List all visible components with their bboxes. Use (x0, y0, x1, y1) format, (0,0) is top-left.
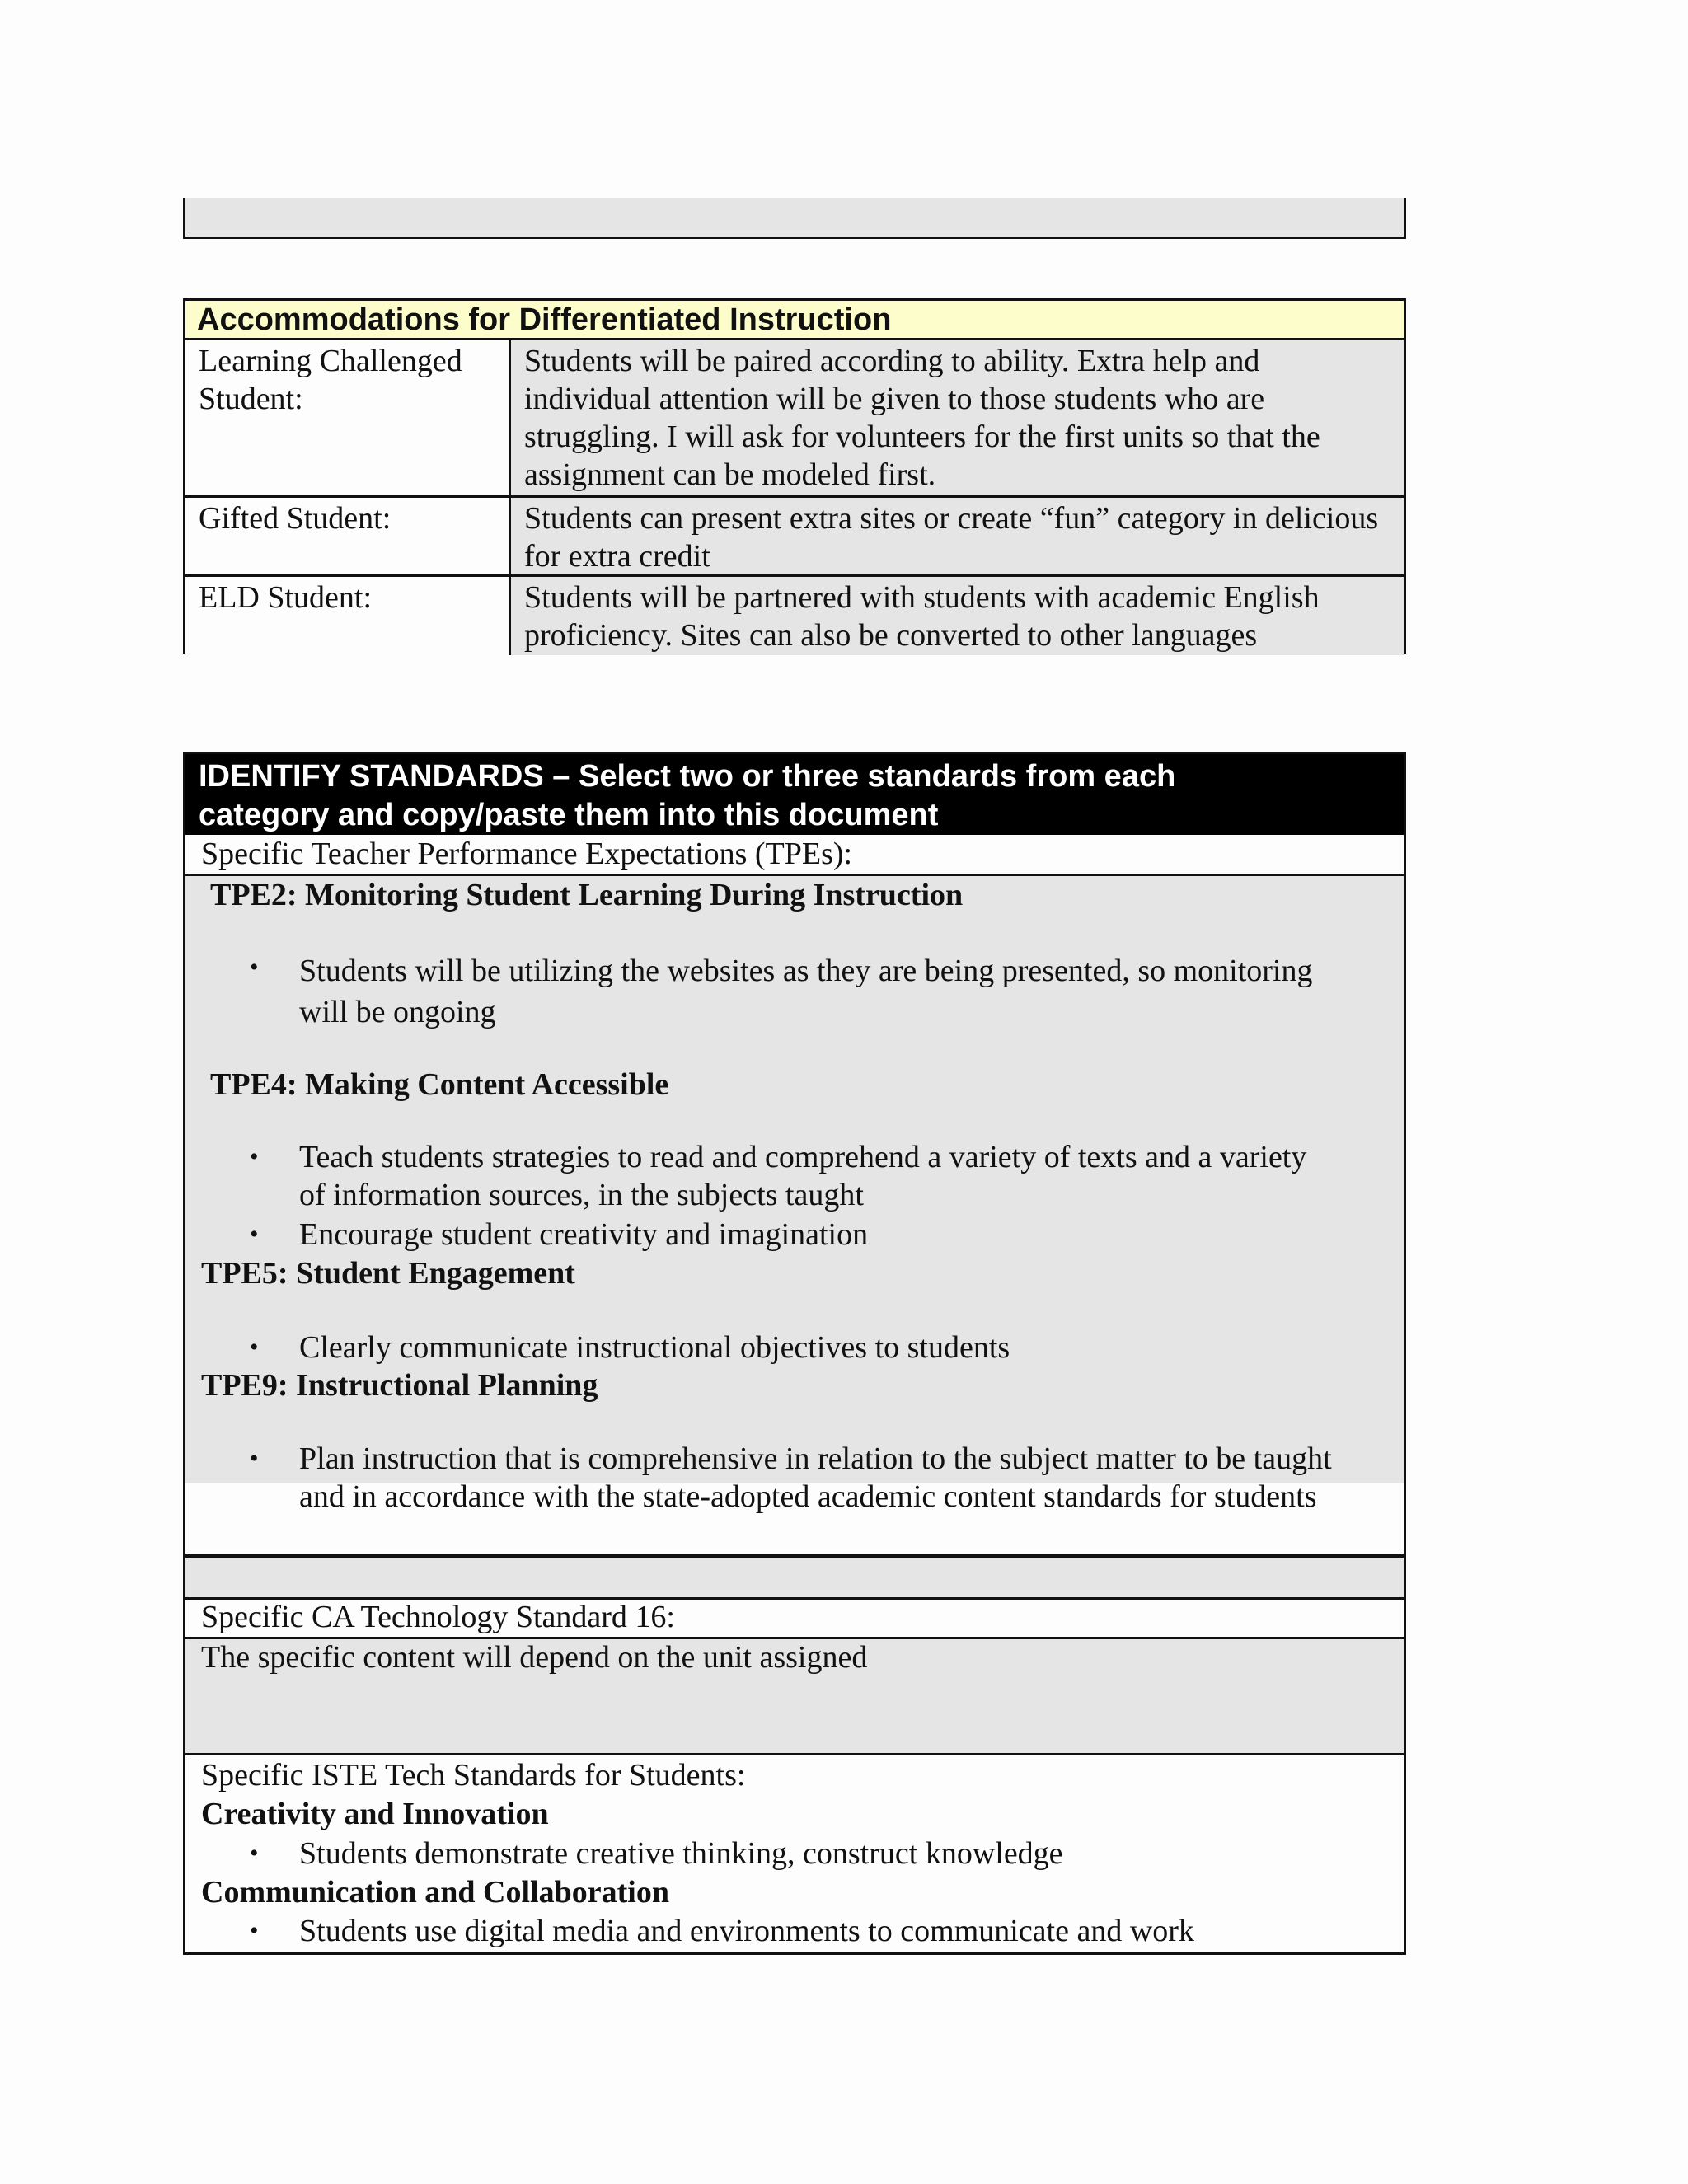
tpe2-heading: TPE2: Monitoring Student Learning During Instruction (210, 878, 964, 912)
row-text: Students will be paired according to ability. Extra help and individual attention will be given to those students who are struggling. I will ask for volunteers for the first units so that the assignment can be modeled first. (511, 340, 1404, 495)
tpe4-bullet2: Encourage student creativity and imagination (299, 1217, 869, 1252)
previous-table-fragment (183, 198, 1406, 239)
standards-title-line1: IDENTIFY STANDARDS – Select two or three standards from each (199, 759, 1176, 794)
tpe-label: Specific Teacher Performance Expectations (TPEs): (201, 837, 853, 871)
ca-text: The specific content will depend on the unit assigned (201, 1640, 868, 1675)
accommodations-title: Accommodations for Differentiated Instruction (185, 301, 1404, 340)
table-row (185, 340, 1404, 498)
tpe2-bullet-line1: Students will be utilizing the websites as they are being presented, so monitoring (299, 954, 1313, 988)
tpe9-heading: TPE9: Instructional Planning (201, 1368, 598, 1403)
standards-table (183, 752, 1406, 1955)
iste-bullet-communication: Students use digital media and environments to communicate and work (299, 1914, 1194, 1948)
bullet-icon: • (250, 1917, 259, 1944)
empty-row (185, 1558, 1404, 1597)
bullet-icon: • (250, 1333, 259, 1361)
bullet-icon: • (250, 1221, 259, 1248)
iste-heading-creativity: Creativity and Innovation (201, 1797, 549, 1831)
tpe4-heading: TPE4: Making Content Accessible (210, 1067, 669, 1102)
row-label: Learning Challenged Student: (185, 340, 511, 495)
standards-title (185, 754, 1404, 835)
bullet-icon: • (250, 1143, 259, 1170)
table-row (185, 498, 1404, 577)
standards-title-line2: category and copy/paste them into this document (199, 798, 939, 832)
bullet-icon: • (250, 954, 259, 981)
ca-label: Specific CA Technology Standard 16: (201, 1600, 675, 1634)
row-text: Students can present extra sites or create “fun” category in delicious for extra credit (511, 498, 1404, 574)
iste-heading-communication: Communication and Collaboration (201, 1875, 669, 1910)
divider (185, 1753, 1404, 1755)
iste-bullet-creativity: Students demonstrate creative thinking, construct knowledge (299, 1836, 1063, 1871)
table-row (185, 577, 1404, 655)
tpe4-bullet1-line1: Teach students strategies to read and comprehend a variety of texts and a variety (299, 1140, 1307, 1174)
tpe9-bullet-line1: Plan instruction that is comprehensive in relation to the subject matter to be taught (299, 1441, 1332, 1476)
row-label: ELD Student: (185, 577, 511, 655)
tpe5-heading: TPE5: Student Engagement (201, 1256, 575, 1291)
row-label: Gifted Student: (185, 498, 511, 574)
iste-label: Specific ISTE Tech Standards for Students: (201, 1758, 746, 1793)
bullet-icon: • (250, 1840, 259, 1867)
row-text: Students will be partnered with students with academic English proficiency. Sites can also be converted to other languages (511, 577, 1404, 655)
bullet-icon: • (250, 1445, 259, 1472)
tpe4-bullet1-line2: of information sources, in the subjects taught (299, 1178, 864, 1212)
tpe5-bullet: Clearly communicate instructional objectives to students (299, 1330, 1010, 1365)
accommodations-table (183, 298, 1406, 654)
tpe2-bullet-line2: will be ongoing (299, 995, 496, 1029)
tpe9-bullet-line2: and in accordance with the state-adopted academic content standards for students (299, 1479, 1317, 1514)
